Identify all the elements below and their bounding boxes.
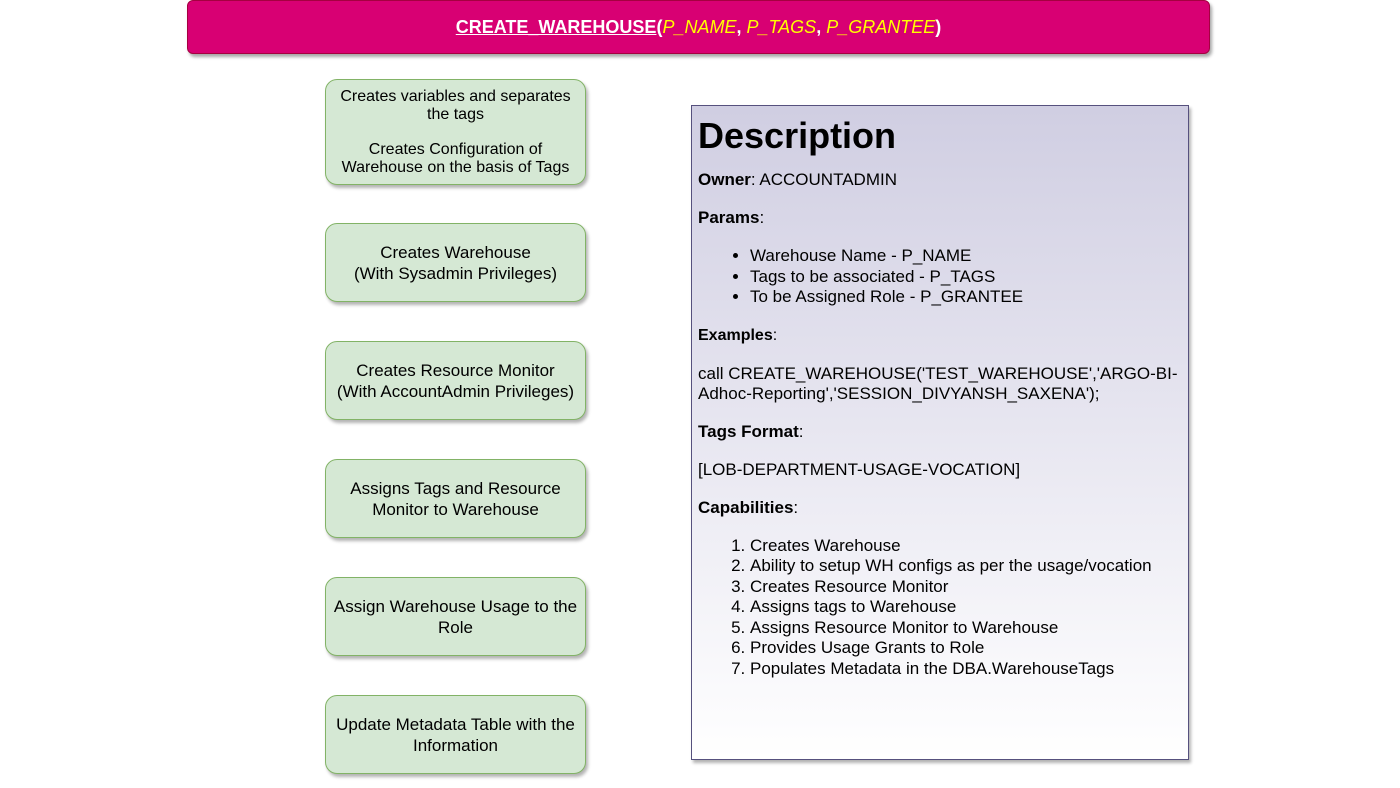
param-p-grantee: P_GRANTEE	[826, 16, 936, 37]
tags-format-label: Tags Format	[698, 421, 799, 441]
step-text: (With AccountAdmin Privileges)	[336, 381, 575, 401]
step-parse-tags-and-config	[325, 79, 586, 185]
step-text: Creates variables and separates the tags	[340, 87, 571, 123]
capability-item: 3. Creates Resource Monitor	[750, 577, 1182, 598]
step-text: Assign Warehouse Usage to the Role	[333, 596, 578, 637]
tags-format-heading	[698, 422, 1182, 442]
examples-label: Examples	[698, 326, 773, 344]
params-heading	[698, 208, 1182, 228]
param-p-tags: P_TAGS	[746, 16, 817, 37]
step-text: (With Sysadmin Privileges)	[353, 263, 558, 283]
param-separator: ,	[736, 16, 747, 37]
step-text: Assigns Tags and Resource Monitor to Warehouse	[350, 478, 561, 519]
description-panel	[691, 105, 1189, 760]
function-name: CREATE_WAREHOUSE	[455, 16, 657, 37]
capabilities-heading	[698, 498, 1182, 518]
capability-item: 1. Creates Warehouse	[750, 536, 1182, 557]
step-text: Creates Configuration of Warehouse on the basis of Tags	[341, 140, 570, 176]
examples-heading	[698, 326, 1182, 346]
param-p-name: P_NAME	[662, 16, 737, 37]
step-text: Creates Resource Monitor	[356, 360, 555, 380]
owner-label: Owner	[698, 170, 751, 189]
capability-item: 5. Assigns Resource Monitor to Warehouse	[750, 618, 1182, 639]
param-item: • Warehouse Name - P_NAME	[750, 246, 1182, 267]
open-paren: (	[656, 16, 663, 37]
description-title: Description	[698, 115, 897, 156]
capability-item: 2. Ability to setup WH configs as per the usage/vocation	[750, 556, 1182, 577]
example-call: call CREATE_WAREHOUSE('TEST_WAREHOUSE','ARGO-BI-Adhoc-Reporting','SESSION_DIVYANSH_SAXENA');	[698, 363, 1178, 403]
capability-item: 6. Provides Usage Grants to Role	[750, 638, 1182, 659]
capability-item: 4. Assigns tags to Warehouse	[750, 597, 1182, 618]
step-assign-tags-and-monitor	[325, 459, 586, 538]
examples-colon: :	[772, 326, 778, 344]
tags-format-value: [LOB-DEPARTMENT-USAGE-VOCATION]	[698, 459, 1021, 479]
params-label: Params	[698, 208, 760, 227]
capabilities-colon: :	[793, 497, 799, 517]
close-paren: )	[935, 16, 942, 37]
step-text: Update Metadata Table with the Information	[336, 714, 575, 755]
capabilities-list	[698, 536, 1182, 680]
tags-format-colon: :	[798, 421, 804, 441]
capability-item: 7. Populates Metadata in the DBA.WarehouseTags	[750, 659, 1182, 680]
procedure-signature-header	[187, 0, 1210, 54]
step-create-resource-monitor	[325, 341, 586, 420]
owner-line	[698, 170, 1182, 190]
step-create-warehouse	[325, 223, 586, 302]
step-text: Creates Warehouse	[380, 242, 531, 262]
step-update-metadata-table	[325, 695, 586, 774]
params-colon: :	[759, 208, 765, 227]
param-separator: ,	[816, 16, 827, 37]
capabilities-label: Capabilities	[698, 497, 794, 517]
param-item: • To be Assigned Role - P_GRANTEE	[750, 287, 1182, 308]
step-assign-usage-to-role	[325, 577, 586, 656]
param-item: • Tags to be associated - P_TAGS	[750, 267, 1182, 288]
owner-value: : ACCOUNTADMIN	[750, 170, 897, 189]
params-list	[698, 246, 1182, 308]
